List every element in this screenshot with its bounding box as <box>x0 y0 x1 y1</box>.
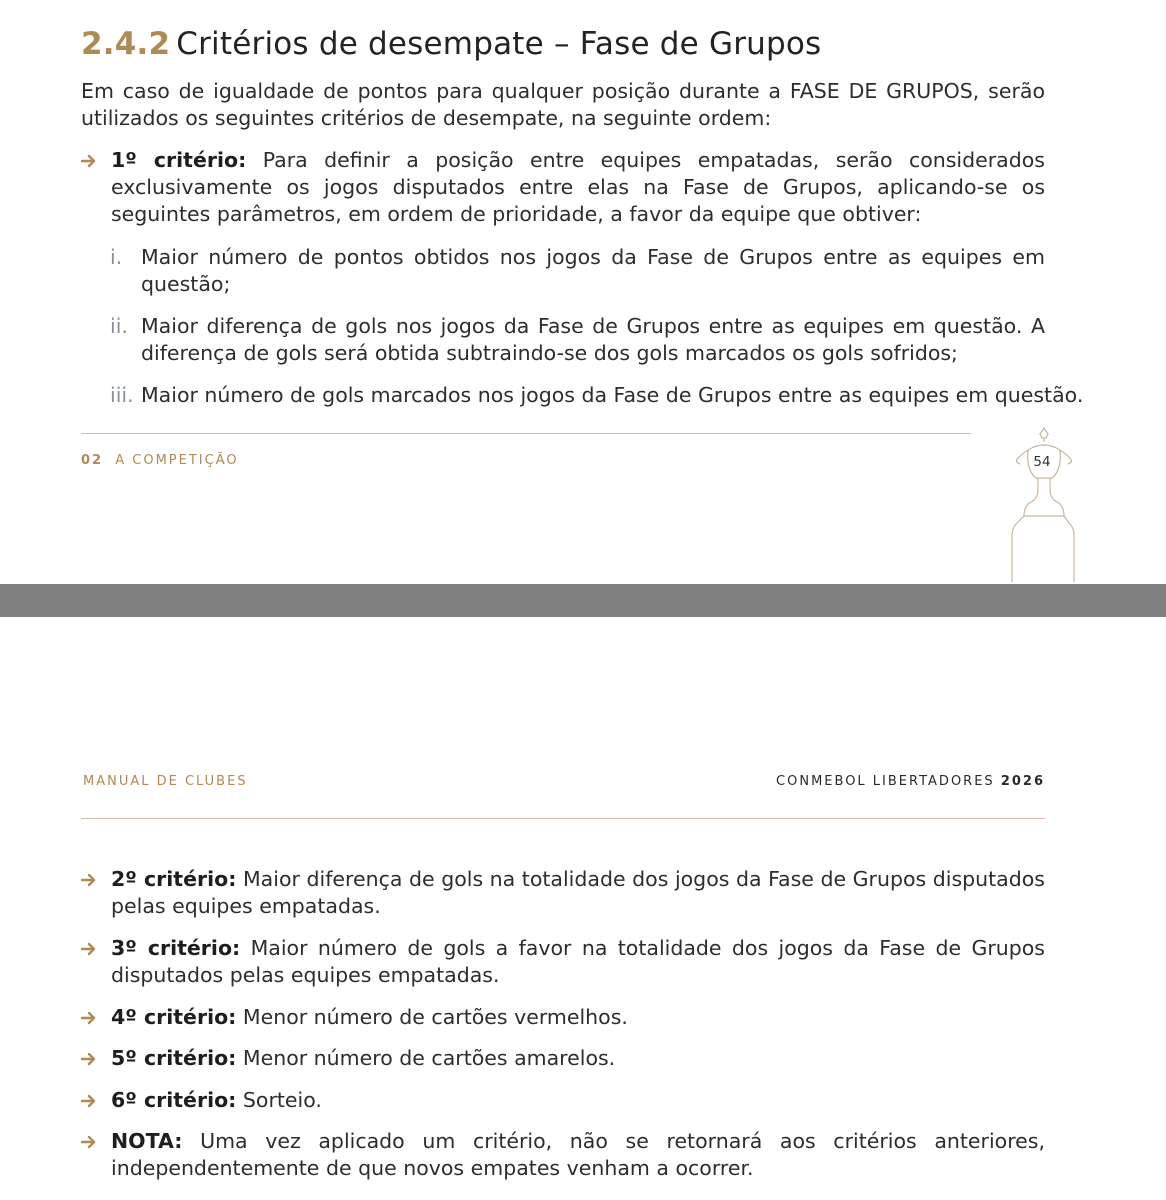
bottom-page <box>0 617 1166 1200</box>
sub-item-numeral: i. <box>110 245 123 269</box>
sub-item-numeral: iii. <box>110 383 134 407</box>
nota-label: NOTA: <box>111 1129 183 1153</box>
nota-text: Uma vez aplicado um critério, não se retornará aos critérios anteriores, independentemente de que novos empates venham a ocorrer. <box>111 1129 1045 1180</box>
criterion-1-label: 1º critério: <box>111 148 247 172</box>
arrow-right-icon <box>81 147 101 168</box>
page-separator <box>0 584 1166 617</box>
header-competition <box>776 774 1045 789</box>
arrow-right-icon <box>81 1087 101 1108</box>
sub-item-text: Maior número de gols marcados nos jogos da Fase de Grupos entre as equipes em questão. <box>141 383 1084 407</box>
nota <box>81 1128 1045 1182</box>
header-competition-name: CONMEBOL LIBERTADORES <box>776 774 995 789</box>
footer-rule <box>81 433 971 434</box>
criterion-text: Menor número de cartões vermelhos. <box>242 1005 628 1029</box>
trophy-icon <box>1004 424 1084 584</box>
criterion-1-text: Para definir a posição entre equipes empatadas, serão considerados exclusivamente os jogos disputados entre elas na Fase de Grupos, aplicando-se os seguintes parâmetros, em ordem de prioridade, a favor da equipe que obtiver: <box>111 148 1045 226</box>
sub-item-text: Maior número de pontos obtidos nos jogos da Fase de Grupos entre as equipes em questão; <box>141 245 1045 296</box>
sub-item-iii <box>110 382 1084 409</box>
chapter-number: 02 <box>81 453 104 468</box>
section-title: Critérios de desempate – Fase de Grupos <box>176 26 822 62</box>
sub-item-i <box>110 244 1045 298</box>
criterion-label: 2º critério: <box>111 867 237 891</box>
criterion-4 <box>81 1004 1045 1031</box>
criterion-3 <box>81 935 1045 989</box>
criterion-5 <box>81 1045 1045 1072</box>
arrow-right-icon <box>81 1045 101 1066</box>
criterion-1 <box>81 147 1045 228</box>
section-number: 2.4.2 <box>81 26 171 62</box>
criterion-text: Maior número de gols a favor na totalidade dos jogos da Fase de Grupos disputados pelas equipes empatadas. <box>111 936 1045 987</box>
sub-item-ii <box>110 313 1045 367</box>
arrow-right-icon <box>81 1004 101 1025</box>
criterion-label: 3º critério: <box>111 936 241 960</box>
criterion-2 <box>81 866 1045 920</box>
criterion-text: Sorteio. <box>242 1088 322 1112</box>
arrow-right-icon <box>81 1128 101 1149</box>
footer-chapter <box>81 453 239 468</box>
arrow-right-icon <box>81 935 101 956</box>
criterion-label: 5º critério: <box>111 1046 237 1070</box>
criterion-6 <box>81 1087 1045 1114</box>
section-heading <box>81 26 821 62</box>
header-manual-title: MANUAL DE CLUBES <box>83 774 248 789</box>
criterion-label: 6º critério: <box>111 1088 237 1112</box>
criterion-text: Maior diferença de gols na totalidade dos jogos da Fase de Grupos disputados pelas equipes empatadas. <box>111 867 1045 918</box>
page-number: 54 <box>1033 454 1051 470</box>
header-rule <box>81 818 1045 819</box>
criterion-text: Menor número de cartões amarelos. <box>242 1046 616 1070</box>
criterion-label: 4º critério: <box>111 1005 237 1029</box>
intro-paragraph: Em caso de igualdade de pontos para qualquer posição durante a FASE DE GRUPOS, serão utilizados os seguintes critérios de desempate, na seguinte ordem: <box>81 79 1045 130</box>
chapter-title: A COMPETIÇÃO <box>115 453 239 468</box>
header-year: 2026 <box>1000 774 1045 789</box>
arrow-right-icon <box>81 866 101 887</box>
sub-item-text: Maior diferença de gols nos jogos da Fase de Grupos entre as equipes em questão. A diferença de gols será obtida subtraindo-se dos gols marcados os gols sofridos; <box>141 314 1045 365</box>
sub-item-numeral: ii. <box>110 314 128 338</box>
top-page <box>0 0 1166 584</box>
